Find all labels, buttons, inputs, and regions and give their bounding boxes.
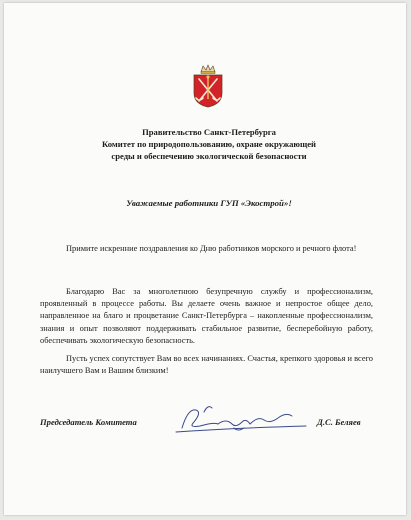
signer-title: Председатель Комитета (40, 417, 137, 427)
paragraph-text: Благодарю Вас за многолетнюю безупречную службу и профессионализм, проявленный в процессе работы. Вы делаете очень важное и непростое общее дело, направленное на благо и процветание Санкт-Петербурга – накопленные профессионализм, знания и опыт позволяют поддерживать стабильное развитие, бесперебойную работу, обеспечивать экологическую безопасность. (40, 287, 373, 345)
letterhead (44, 126, 374, 162)
handwritten-signature (174, 398, 314, 438)
letterhead-line-committee: Комитет по природопользованию, охране окружающей (102, 139, 316, 149)
greeting: Уважаемые работники ГУП «Экострой»! (126, 198, 292, 208)
st-petersburg-coat-of-arms-icon (189, 63, 227, 109)
paragraph-congratulations (40, 243, 373, 255)
paragraph-text: Примите искренние поздравления ко Дню работников морского и речного флота! (66, 244, 357, 253)
signer-name: Д.С. Беляев (317, 417, 361, 427)
letterhead-line-government: Правительство Санкт-Петербурга (142, 127, 276, 137)
paragraph-text: Пусть успех сопутствует Вам во всех начинаниях. Счастья, крепкого здоровья и всего наилучшего Вам и Вашим близким! (40, 354, 373, 376)
letterhead-line-committee-cont: среды и обеспечению экологической безопасности (111, 151, 307, 161)
letter-sheet (4, 3, 406, 515)
paragraph-gratitude (40, 286, 373, 347)
paragraph-wishes (40, 353, 373, 377)
